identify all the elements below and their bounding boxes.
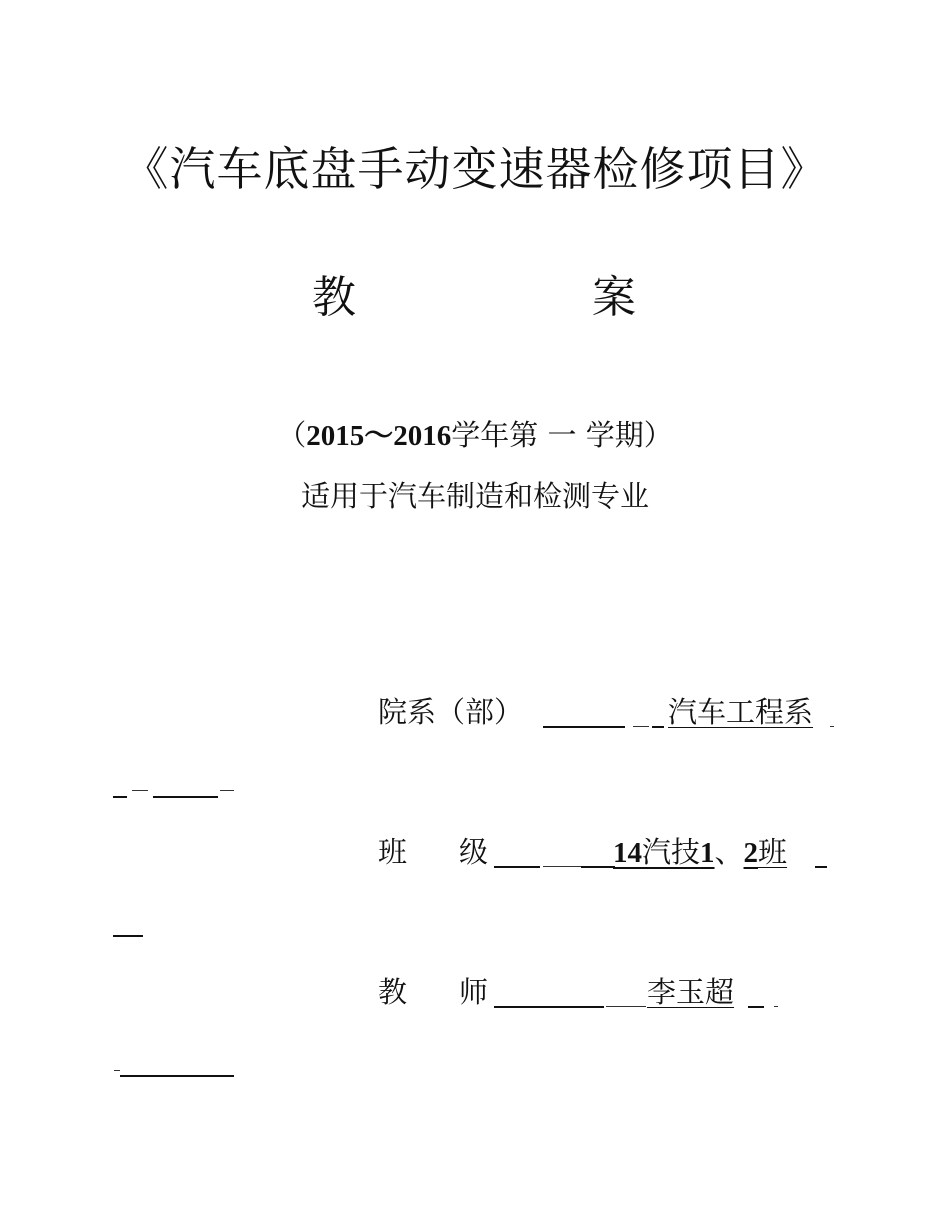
- class-underline-1: [494, 866, 540, 868]
- class-label-1: 班: [378, 835, 408, 869]
- class-value-num: 14: [613, 837, 642, 869]
- doc-type-char-2: 案: [592, 272, 636, 323]
- class-value-num2: 1: [700, 837, 715, 869]
- department-wrap-underline-4: [220, 790, 234, 791]
- department-underline-3: [652, 726, 664, 728]
- class-wrap-underline: [113, 935, 143, 937]
- class-value-num3: 2: [743, 837, 759, 869]
- teacher-underline-tail: [774, 1006, 778, 1007]
- class-underline-3: [581, 866, 615, 868]
- teacher-label-1: 教: [378, 975, 408, 1009]
- academic-year-range: 2015～2016: [306, 420, 452, 452]
- department-wrap-underline-2: [132, 790, 148, 791]
- class-underline-2: [543, 866, 581, 867]
- class-label-2: 级: [459, 835, 489, 869]
- teacher-underline-2: [606, 1006, 646, 1007]
- academic-year-suffix: 学年第 一 学期）: [451, 418, 673, 452]
- department-underline-tail: [830, 726, 834, 727]
- teacher-underline-1: [494, 1006, 604, 1008]
- class-value-end: 班: [758, 835, 788, 869]
- department-label: 院系（部）: [378, 695, 524, 729]
- class-value-sep: 、: [714, 835, 744, 869]
- department-wrap-underline-1: [113, 796, 127, 798]
- document-title: 《汽车底盘手动变速器检修项目》: [122, 142, 828, 196]
- academic-year: [0, 415, 950, 456]
- department-wrap-underline-3: [153, 796, 218, 798]
- teacher-value: 李玉超: [647, 975, 735, 1009]
- class-value: [613, 832, 787, 873]
- teacher-wrap-underline-2: [120, 1075, 234, 1077]
- class-underline-tail: [815, 866, 827, 868]
- applicable-major: 适用于汽车制造和检测专业: [300, 479, 649, 513]
- academic-year-open: （: [277, 418, 307, 452]
- teacher-label-2: 师: [459, 975, 489, 1009]
- department-underline-1: [543, 726, 625, 728]
- department-value: 汽车工程系: [668, 695, 814, 729]
- department-underline-2: [633, 726, 649, 727]
- teacher-underline-3: [748, 1006, 764, 1008]
- teacher-wrap-underline-1: [114, 1070, 120, 1071]
- doc-type-char-1: 教: [312, 272, 356, 323]
- class-value-mid: 汽技: [642, 835, 701, 869]
